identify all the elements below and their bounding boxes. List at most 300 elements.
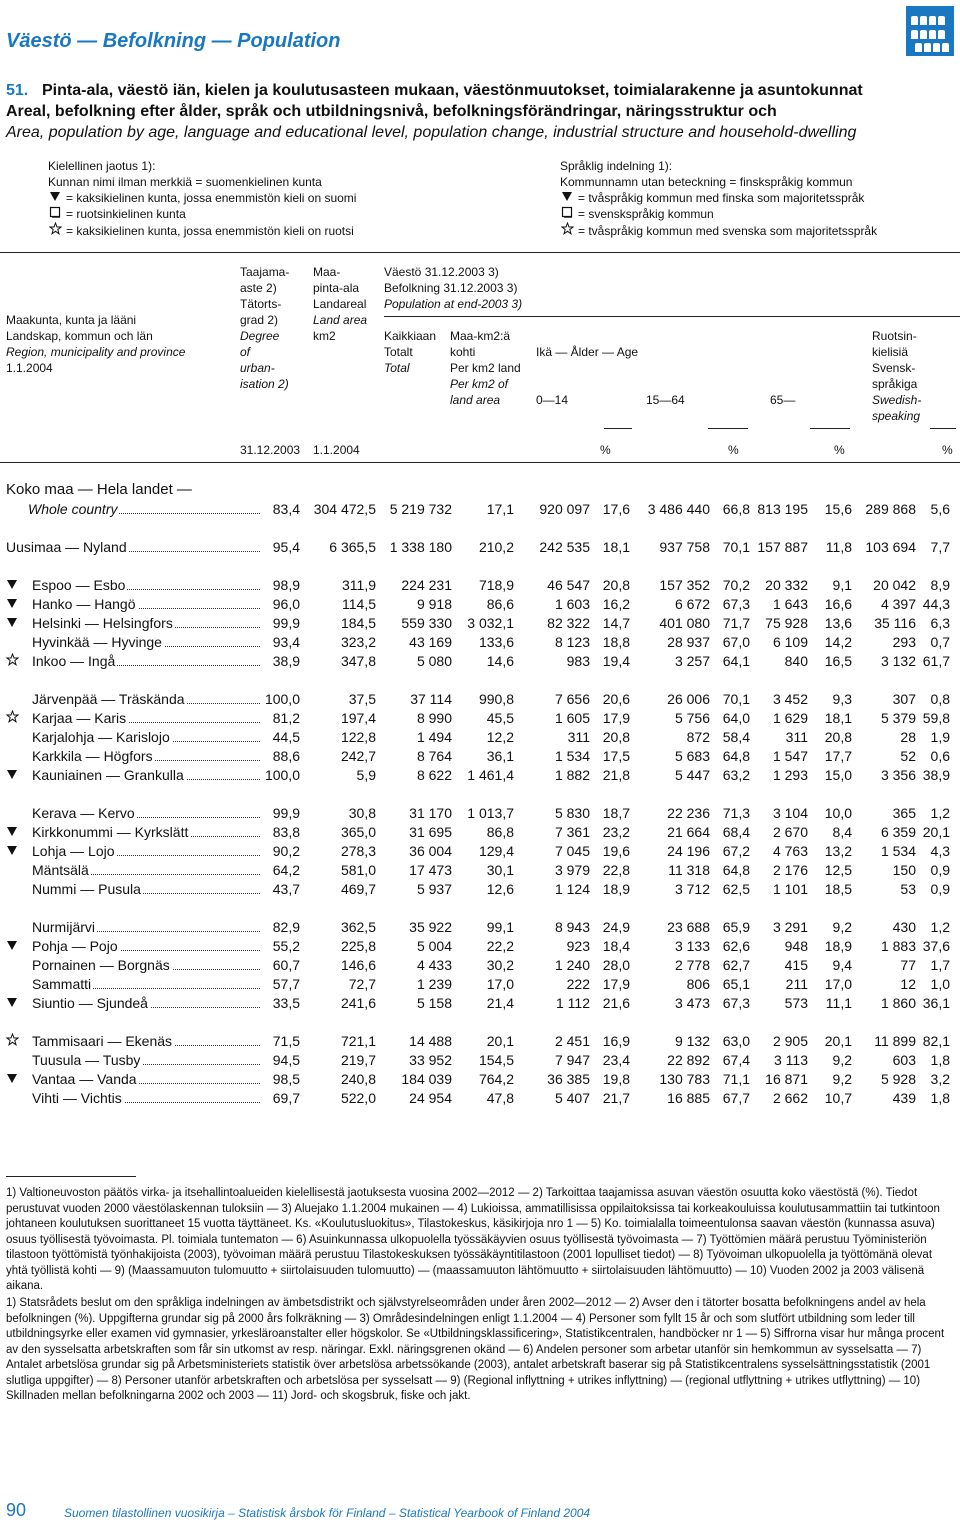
cell-value: 33 952 [409, 1051, 452, 1068]
filled-triangle-icon [6, 939, 28, 954]
legend-item [560, 190, 877, 206]
cell-value: 64,8 [722, 861, 750, 878]
legend-item-text: = tvåspråkig kommun med svenska som majoritetsspråk [578, 223, 878, 238]
cell-value: 439 [892, 1089, 916, 1106]
cell-value: 197,4 [340, 709, 376, 726]
cell-value: 718,9 [478, 576, 514, 593]
cell-value: 469,7 [340, 880, 376, 897]
cell-value: 72,7 [348, 975, 376, 992]
table-row [6, 765, 950, 784]
cell-value: 1 013,7 [467, 804, 514, 821]
total-row [6, 537, 950, 556]
star-icon [6, 710, 28, 726]
legend-item-text: = kaksikielinen kunta, jossa enemmistön kieli on ruotsi [66, 223, 354, 238]
cell-value: 46 547 [547, 576, 590, 593]
table-row [6, 917, 950, 936]
cell-value: 14,2 [824, 633, 852, 650]
cell-value: 157 887 [757, 538, 808, 555]
cell-value: 1 534 [880, 842, 916, 859]
star-icon [560, 222, 574, 239]
cell-value: 26 006 [667, 690, 710, 707]
cell-value: 82 322 [547, 614, 590, 631]
cell-value: 157 352 [659, 576, 710, 593]
cell-value: 17 473 [409, 861, 452, 878]
cell-value: 67,7 [722, 1089, 750, 1106]
cell-value: 20,1 [922, 823, 950, 840]
age-header: Ikä — Ålder — Age [536, 345, 639, 359]
cell-value: 71,3 [722, 804, 750, 821]
cell-value: 17,9 [602, 975, 630, 992]
cell-value: 8 123 [554, 633, 590, 650]
star-icon [48, 222, 62, 239]
cell-value: 70,1 [722, 538, 750, 555]
cell-value: 12,2 [486, 728, 514, 745]
cell-value: 17,0 [824, 975, 852, 992]
sw-line-2: kielisiä [872, 345, 909, 359]
table-row [6, 594, 950, 613]
cell-value: 14 488 [409, 1032, 452, 1049]
cell-value: 2 905 [772, 1032, 808, 1049]
cell-value: 5 158 [416, 994, 452, 1011]
date-urbanisation: 31.12.2003 [240, 443, 301, 457]
cell-value: 7,7 [930, 538, 950, 555]
cell-value: 21,7 [602, 1089, 630, 1106]
cell-value: 20,8 [602, 728, 630, 745]
cell-value: 16 885 [667, 1089, 710, 1106]
legend-item-text: = tvåspråkig kommun med finska som majoritetsspråk [578, 191, 865, 205]
filled-triangle-icon [6, 616, 28, 631]
cell-value: 3 712 [674, 880, 710, 897]
sw-line-6: speaking [872, 409, 921, 423]
cell-value: 10,7 [824, 1089, 852, 1106]
spacer-row [6, 670, 950, 689]
pop-line-2: Befolkning 31.12.2003 3) [384, 281, 518, 295]
cell-value: 184,5 [340, 614, 376, 631]
dens-line-1: Maa-km2:ä [450, 329, 511, 343]
table-row [6, 746, 950, 765]
cell-value: 19,8 [602, 1070, 630, 1087]
cell-value: 721,1 [340, 1032, 376, 1049]
urb-line-1: Taajama- [240, 265, 290, 279]
cell-value: 1 494 [416, 728, 452, 745]
cell-value: 17,1 [486, 500, 514, 517]
table-title-fi: Pinta-ala, väestö iän, kielen ja koulutusasteen mukaan, väestönmuutokset, toimialarakenne ja asuntokunnat [42, 82, 863, 99]
square-icon [560, 206, 574, 222]
cell-value: 1 605 [554, 709, 590, 726]
cell-value: 38,9 [272, 652, 300, 669]
cell-value: 242 535 [539, 538, 590, 555]
spacer-row [6, 556, 950, 575]
cell-value: 603 [892, 1051, 916, 1068]
table-title-sv: Areal, befolkning efter ålder, språk och utbildningsnivå, befolkningsförändringar, näringsstruktur och [6, 103, 777, 120]
cell-value: 58,4 [722, 728, 750, 745]
cell-value: 3,2 [930, 1070, 950, 1087]
table-row [6, 841, 950, 860]
cell-value: 63,2 [722, 766, 750, 783]
cell-value: 415 [784, 956, 808, 973]
urb-line-5: Degree [240, 329, 280, 343]
urb-line-3: Tätorts- [240, 297, 282, 311]
table-row [6, 822, 950, 841]
group-heading: Koko maa — Hela landet — [6, 481, 192, 498]
cell-value: 1 643 [772, 595, 808, 612]
cell-value: 3 452 [772, 690, 808, 707]
cell-value: 70,1 [722, 690, 750, 707]
cell-value: 5 219 732 [389, 500, 452, 517]
cell-value: 8 622 [416, 766, 452, 783]
group-heading-row [6, 480, 950, 499]
cell-value: 33,5 [272, 994, 300, 1011]
pct-swedish: % [942, 443, 953, 457]
cell-value: 242,7 [340, 747, 376, 764]
cell-value: 365 [892, 804, 916, 821]
cell-value: 66,8 [722, 500, 750, 517]
cell-value: 65,1 [722, 975, 750, 992]
filled-triangle-icon [6, 825, 28, 840]
legend-item [560, 174, 877, 190]
table-title-en: Area, population by age, language and educational level, population change, industrial structure and household-dwelling [6, 124, 857, 141]
cell-value: 1 860 [880, 994, 916, 1011]
cell-value: 18,9 [824, 937, 852, 954]
cell-value: 64,8 [722, 747, 750, 764]
cell-value: 1 629 [772, 709, 808, 726]
sw-line-5: Swedish- [872, 393, 922, 407]
cell-value: 68,4 [722, 823, 750, 840]
cell-value: 9 918 [416, 595, 452, 612]
cell-value: 37 114 [410, 690, 452, 707]
cell-value: 20,1 [486, 1032, 514, 1049]
cell-value: 6,3 [930, 614, 950, 631]
cell-value: 224 231 [401, 576, 452, 593]
cell-value: 17,0 [486, 975, 514, 992]
cell-value: 62,5 [722, 880, 750, 897]
row-name: Vihti — Vichtis [32, 1089, 122, 1106]
cell-value: 88,6 [272, 747, 300, 764]
urb-line-4: grad 2) [240, 313, 279, 327]
legend-item [48, 174, 356, 190]
cell-value: 62,7 [722, 956, 750, 973]
cell-value: 0,8 [930, 690, 950, 707]
row-name: Mäntsälä [32, 861, 89, 878]
cell-value: 7 656 [554, 690, 590, 707]
cell-value: 99,9 [272, 614, 300, 631]
dens-line-3: Per km2 land [450, 361, 521, 375]
row-name: Pohja — Pojo [32, 937, 118, 954]
cell-value: 36 004 [409, 842, 452, 859]
cell-value: 55,2 [272, 937, 300, 954]
cell-value: 17,9 [602, 709, 630, 726]
cell-value: 5 379 [880, 709, 916, 726]
region-header [6, 312, 185, 376]
area-header [313, 264, 367, 344]
cell-value: 83,4 [272, 500, 300, 517]
row-name: Sammatti [32, 975, 92, 992]
cell-value: 1,8 [930, 1089, 950, 1106]
cell-value: 2 176 [772, 861, 808, 878]
cell-value: 923 [566, 937, 590, 954]
cell-value: 813 195 [757, 500, 808, 517]
cell-value: 19,4 [602, 652, 630, 669]
cell-value: 82,1 [922, 1032, 950, 1049]
pct-0-14: % [600, 443, 611, 457]
cell-value: 23,4 [602, 1051, 630, 1068]
cell-value: 24 196 [667, 842, 710, 859]
cell-value: 3 473 [674, 994, 710, 1011]
cell-value: 11,8 [825, 538, 852, 555]
cell-value: 24 954 [409, 1089, 452, 1106]
cell-value: 12,5 [824, 861, 852, 878]
cell-value: 18,1 [824, 709, 852, 726]
cell-value: 764,2 [478, 1070, 514, 1087]
table-number: 51. [6, 82, 29, 99]
cell-value: 278,3 [340, 842, 376, 859]
cell-value: 225,8 [340, 937, 376, 954]
cell-value: 6 365,5 [329, 538, 376, 555]
cell-value: 581,0 [340, 861, 376, 878]
cell-value: 21,8 [602, 766, 630, 783]
cell-value: 1 101 [772, 880, 808, 897]
cell-value: 18,4 [602, 937, 630, 954]
table-row [6, 1069, 950, 1088]
legend-item [48, 222, 356, 239]
table-row [6, 632, 950, 651]
filled-triangle-icon [6, 844, 28, 859]
table-row [6, 575, 950, 594]
book-title: Suomen tilastollinen vuosikirja – Statistisk årsbok för Finland – Statistical Yearbook of Finland 2004 [64, 1506, 591, 1520]
cell-value: 22 236 [667, 804, 710, 821]
cell-value: 65,9 [722, 918, 750, 935]
cell-value: 16,5 [824, 652, 852, 669]
cell-value: 3 356 [880, 766, 916, 783]
cell-value: 8,4 [832, 823, 852, 840]
filled-triangle-icon [560, 190, 574, 206]
cell-value: 11,1 [825, 994, 852, 1011]
cell-value: 20,8 [824, 728, 852, 745]
cell-value: 71,7 [722, 614, 750, 631]
cell-value: 16,9 [602, 1032, 630, 1049]
row-name: Tammisaari — Ekenäs [32, 1032, 173, 1049]
filled-triangle-icon [6, 1072, 28, 1087]
cell-value: 28 937 [667, 633, 710, 650]
cell-value: 86,6 [486, 595, 514, 612]
cell-value: 304 472,5 [313, 500, 376, 517]
cell-value: 5 004 [416, 937, 452, 954]
row-name: Vantaa — Vanda [32, 1070, 137, 1087]
cell-value: 17,5 [602, 747, 630, 764]
dens-line-2: kohti [450, 345, 476, 359]
cell-value: 1,8 [930, 1051, 950, 1068]
area-line-5: km2 [313, 329, 336, 343]
dens-line-5: land area [450, 393, 501, 407]
cell-value: 3 104 [772, 804, 808, 821]
legend-item-text: Kommunnamn utan beteckning = finskspråkig kommun [560, 175, 853, 189]
cell-value: 45,5 [486, 709, 514, 726]
cell-value: 130 783 [659, 1070, 710, 1087]
cell-value: 98,5 [272, 1070, 300, 1087]
cell-value: 13,6 [824, 614, 852, 631]
cell-value: 28 [900, 728, 916, 745]
cell-value: 43 169 [409, 633, 452, 650]
cell-value: 0,7 [930, 633, 950, 650]
pop-line-1: Väestö 31.12.2003 3) [384, 265, 499, 279]
cell-value: 47,8 [486, 1089, 514, 1106]
row-name: Karjaa — Karis [32, 709, 127, 726]
cell-value: 18,5 [824, 880, 852, 897]
cell-value: 9,3 [832, 690, 852, 707]
page-number: 90 [6, 1500, 27, 1520]
cell-value: 67,3 [722, 994, 750, 1011]
cell-value: 240,8 [340, 1070, 376, 1087]
cell-value: 9 132 [674, 1032, 710, 1049]
cell-value: 2 670 [772, 823, 808, 840]
cell-value: 61,7 [922, 652, 950, 669]
legend-item [560, 222, 877, 239]
cell-value: 5 928 [880, 1070, 916, 1087]
cell-value: 1 293 [772, 766, 808, 783]
row-name: Siuntio — Sjundeå [32, 994, 148, 1011]
cell-value: 36 385 [547, 1070, 590, 1087]
cell-value: 19,6 [602, 842, 630, 859]
row-name: Lohja — Lojo [32, 842, 115, 859]
cell-value: 129,4 [478, 842, 514, 859]
cell-value: 401 080 [659, 614, 710, 631]
cell-value: 920 097 [539, 500, 590, 517]
cell-value: 44,3 [922, 595, 950, 612]
cell-value: 71,1 [722, 1070, 750, 1087]
cell-value: 806 [686, 975, 710, 992]
cell-value: 1 883 [880, 937, 916, 954]
total-header [384, 328, 436, 376]
cell-value: 75 928 [765, 614, 808, 631]
cell-value: 31 695 [409, 823, 452, 840]
cell-value: 4 763 [772, 842, 808, 859]
cell-value: 62,6 [722, 937, 750, 954]
cell-value: 30,2 [486, 956, 514, 973]
cell-value: 15,6 [824, 500, 852, 517]
row-name: Nurmijärvi [32, 918, 95, 935]
cell-value: 3 979 [554, 861, 590, 878]
footnotes-sv: 1) Statsrådets beslut om den språkliga indelningen av ämbetsdistrikt och självstyrelseområden under åren 2002—2012 — 2) Avser den i tätorter bosatta befolkningens andel av hela befolkningen (%). Uppgifterna grundar sig på 2000 års folkräkning — 3) Områdesindelningen enligt 1.1.2004 — 4) Personer som fyllt 15 år och som slutfört utbildning som leder till utbildningsyrke eller examen vid gymnasier, yrkesläroanstalter eller högskolor. Se «Utbildningsklassificering», Statistikcentralen, handböcker nr 1 — 5) Siffrorna visar hur många procent av den sysselsatta arbetskraften som får sin utkomst av resp. näringar. Exkl. näringsgrenen okänd — 6) Andelen personer som arbetar utanför sin hemkommun av sysselsatta — 7) Antalet arbetslösa grundar sig på Arbetsministeriets statistik över arbetslösa arbetssökande (2003), antalet arbetskraft baserar sig på Statistikcentralens sysselsättningsstatistik (2001 slutliga uppgifter) — 8) Personer utanför arbetskraften och arbetslösa per sysselsatt — 9) (Regional inflyttning + utrikes inflyttning) — (regional utflyttning + utrikes utflyttning) — 10) Skillnaden mellan befolkningarna 2002 och 2003 — 11) Jord- och skogsbruk, fiske och jakt. [6, 1297, 945, 1402]
age-0-14: 0—14 [536, 393, 569, 407]
cell-value: 52 [900, 747, 916, 764]
table-row [6, 689, 950, 708]
cell-value: 17,7 [824, 747, 852, 764]
cell-value: 559 330 [401, 614, 452, 631]
legend-item-text: Kunnan nimi ilman merkkiä = suomenkielinen kunta [48, 175, 322, 189]
cell-value: 18,1 [602, 538, 630, 555]
cell-value: 289 868 [865, 500, 916, 517]
date-area: 1.1.2004 [313, 443, 360, 457]
cell-value: 5,9 [356, 766, 376, 783]
cell-value: 98,9 [272, 576, 300, 593]
row-name: Helsinki — Helsingfors [32, 614, 173, 631]
cell-value: 16 871 [765, 1070, 808, 1087]
cell-value: 23 688 [667, 918, 710, 935]
cell-value: 6 359 [880, 823, 916, 840]
cell-value: 184 039 [401, 1070, 452, 1087]
row-name: Karkkila — Högfors [32, 747, 153, 764]
cell-value: 1 547 [772, 747, 808, 764]
cell-value: 20 042 [873, 576, 916, 593]
cell-value: 5 447 [674, 766, 710, 783]
cell-value: 3 113 [774, 1051, 808, 1068]
cell-value: 307 [892, 690, 916, 707]
age-65: 65— [770, 393, 796, 407]
cell-value: 133,6 [478, 633, 514, 650]
cell-value: 5 080 [416, 652, 452, 669]
area-line-2: pinta-ala [313, 281, 360, 295]
cell-value: 14,7 [602, 614, 630, 631]
total-row [6, 499, 950, 518]
cell-value: 64,1 [722, 652, 750, 669]
cell-value: 150 [892, 861, 916, 878]
row-name: Whole country [28, 500, 118, 517]
legend-item [48, 206, 356, 222]
spacer-row [6, 1012, 950, 1031]
sw-line-1: Ruotsin- [872, 329, 917, 343]
cell-value: 63,0 [722, 1032, 750, 1049]
urb-line-2: aste 2) [240, 281, 277, 295]
cell-value: 93,4 [272, 633, 300, 650]
cell-value: 154,5 [478, 1051, 514, 1068]
row-name: Pornainen — Borgnäs [32, 956, 170, 973]
cell-value: 1 882 [554, 766, 590, 783]
cell-value: 71,5 [272, 1032, 300, 1049]
cell-value: 6 109 [772, 633, 808, 650]
legend-sv [560, 158, 877, 239]
cell-value: 18,7 [602, 804, 630, 821]
cell-value: 13,2 [824, 842, 852, 859]
cell-value: 99,1 [486, 918, 514, 935]
cell-value: 17,6 [602, 500, 630, 517]
square-icon [48, 206, 62, 222]
cell-value: 1 124 [554, 880, 590, 897]
cell-value: 9,1 [832, 576, 852, 593]
cell-value: 20,1 [824, 1032, 852, 1049]
row-name: Espoo — Esbo [32, 576, 126, 593]
cell-value: 36,1 [922, 994, 950, 1011]
cell-value: 522,0 [340, 1089, 376, 1106]
table-row [6, 613, 950, 632]
cell-value: 15,0 [824, 766, 852, 783]
cell-value: 67,0 [722, 633, 750, 650]
table-row [6, 1031, 950, 1050]
cell-value: 222 [566, 975, 590, 992]
legend-fi [48, 158, 356, 239]
cell-value: 948 [784, 937, 808, 954]
cell-value: 12 [900, 975, 916, 992]
cell-value: 5 937 [416, 880, 452, 897]
region-header-fi: Maakunta, kunta ja lääni [6, 313, 137, 327]
row-name: Tuusula — Tusby [32, 1051, 141, 1068]
cell-value: 573 [784, 994, 808, 1011]
legend-item-text: = kaksikielinen kunta, jossa enemmistön kieli on suomi [66, 191, 357, 205]
cell-value: 23,2 [602, 823, 630, 840]
cell-value: 37,6 [922, 937, 950, 954]
cell-value: 28,0 [602, 956, 630, 973]
cell-value: 36,1 [486, 747, 514, 764]
legend-item-text: = ruotsinkielinen kunta [66, 207, 186, 221]
legend-fi-heading: Kielellinen jaotus 1): [48, 159, 156, 173]
cell-value: 35 922 [409, 918, 452, 935]
area-line-1: Maa- [313, 265, 341, 279]
spacer-row [6, 518, 950, 537]
cell-value: 9,2 [832, 918, 852, 935]
cell-value: 21 664 [667, 823, 710, 840]
cell-value: 122,8 [340, 728, 376, 745]
tot-line-3: Total [384, 361, 410, 375]
cell-value: 1 240 [554, 956, 590, 973]
